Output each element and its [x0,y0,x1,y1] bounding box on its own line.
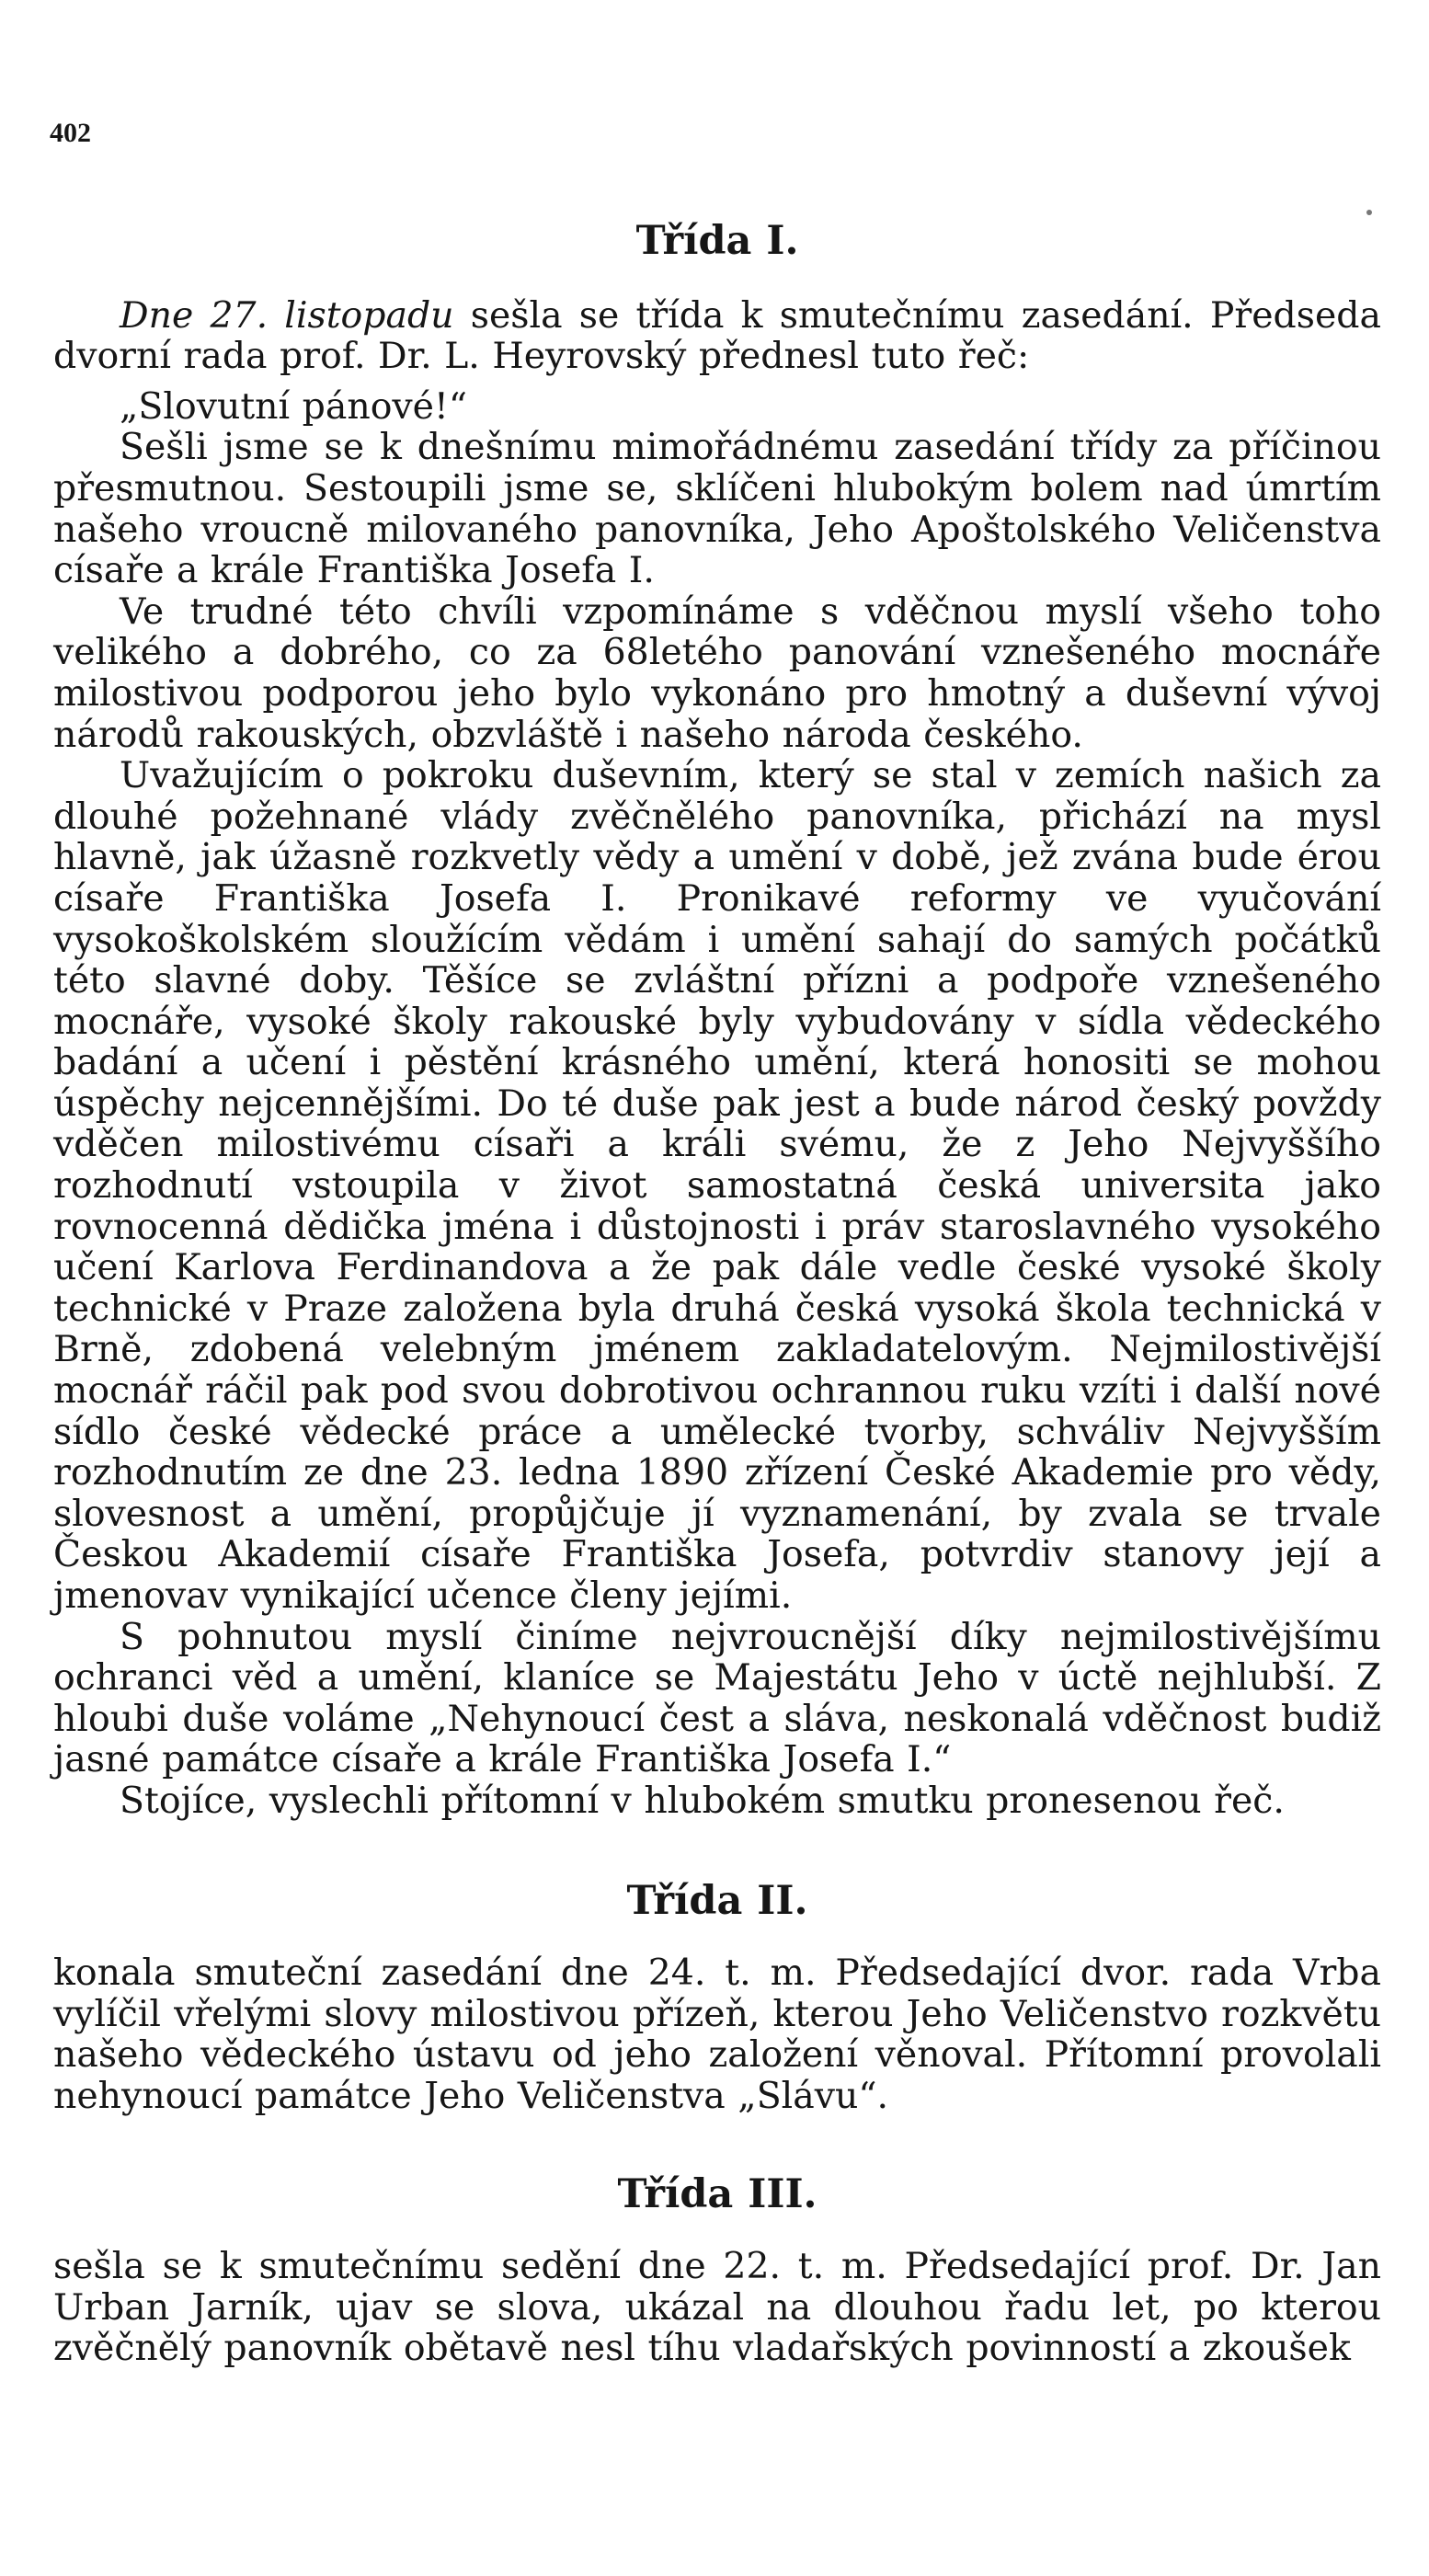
intro-text: sešla se třída k smutečnímu zasedání. Předseda dvorní rada prof. Dr. L. Heyrovský přednesl tuto řeč: [53,293,1381,378]
speech-paragraph-2: Ve trudné této chvíli vzpomínáme s vděčnou myslí všeho toho velikého a dobrého, co za 68letého panování vznešeného mocnáře milostivou podporou jeho bylo vykonáno pro hmotný a duševní vývoj národů rakouských, obzvláště i našeho národa českého. [53,590,1381,756]
class-3-paragraph: sešla se k smutečnímu sedění dne 22. t. m. Předsedající prof. Dr. Jan Urban Jarník, ujav se slova, ukázal na dlouhou řadu let, po kterou zvěčnělý panovník obětavě nesl tíhu vladařských povinností a zkoušek [53,2245,1381,2370]
speech-paragraph-4: S pohnutou myslí činíme nejvroucnější díky nejmilostivějšímu ochranci věd a umění, klaníce se Majestátu Jeho v úctě nejhlubší. Z hloubi duše voláme „Nehynoucí čest a sláva, neskonalá vděčnost budiž jasné památce císaře a krále Františka Josefa I.“ [53,1615,1381,1781]
document-body [53,218,1381,2370]
intro-paragraph [53,295,1381,377]
section-heading-class-2: Třída II. [626,1877,808,1924]
section-heading-class-1: Třída I. [635,218,799,264]
closing-paragraph: Stojíce, vyslechli přítomní v hlubokém smutku pronesenou řeč. [120,1779,1285,1822]
print-speck [1366,210,1372,215]
page-number: 402 [50,118,91,148]
speech-salutation: „Slovutní pánové!“ [120,384,467,428]
intro-date: Dne 27. listopadu [120,293,454,337]
class-2-paragraph: konala smuteční zasedání dne 24. t. m. Předsedající dvor. rada Vrba vylíčil vřelými slovy milostivou přízeň, kterou Jeho Veličenstvo rozkvětu našeho vědeckého ústavu od jeho založení věnoval. Přítomní provolali nehynoucí památce Jeho Veličenstva „Slávu“. [53,1952,1381,2117]
speech-paragraph-3: Uvažujícím o pokroku duševním, který se stal v zemích našich za dlouhé požehnané vlády zvěčnělého panovníka, přichází na mysl hlavně, jak úžasně rozkvetly vědy a umění v době, jež zvána bude érou císaře Františka Josefa I. Pronikavé reformy ve vyučování vysokoškolském sloužícím vědám i umění sahají do samých počátků této slavné doby. Těšíce se zvláštní přízni a podpoře vznešeného mocnáře, vysoké školy rakouské byly vybudovány v sídla vědeckého badání a učení i pěstění krásného umění, která honositi se mohou úspěchy nejcennějšími. Do té duše pak jest a bude národ český povždy vděčen milostivému císaři a králi svému, že z Jeho Nejvyššího rozhodnutí vstoupila v život samostatná česká universita jako rovnocenná dědička jména i důstojnosti i práv staroslavného vysokého učení Karlova Ferdinandova a že pak dále vedle české vysoké školy technické v Praze založena byla druhá česká vysoká škola technická v Brně, zdobená velebným jménem zakladatelovým. Nejmilostivější mocnář ráčil pak pod svou dobrotivou ochrannou ruku vzíti i další nové sídlo české vědecké práce a umělecké tvorby, schváliv Nejvyšším rozhodnutím ze dne 23. ledna 1890 zřízení České Akademie pro vědy, slovesnost a umění, propůjčuje jí vyznamenání, by zvala se trvale Českou Akademií císaře Františka Josefa, potvrdiv stanovy její a jmenovav vynikající učence členy jejími. [53,754,1381,1617]
section-heading-class-3: Třída III. [617,2170,817,2217]
speech-paragraph-1: Sešli jsme se k dnešnímu mimořádnému zasedání třídy za příčinou přesmutnou. Sestoupili jsme se, sklíčeni hlubokým bolem nad úmrtím našeho vroucně milovaného panovníka, Jeho Apoštolského Veličenstva císaře a krále Františka Josefa I. [53,426,1381,592]
